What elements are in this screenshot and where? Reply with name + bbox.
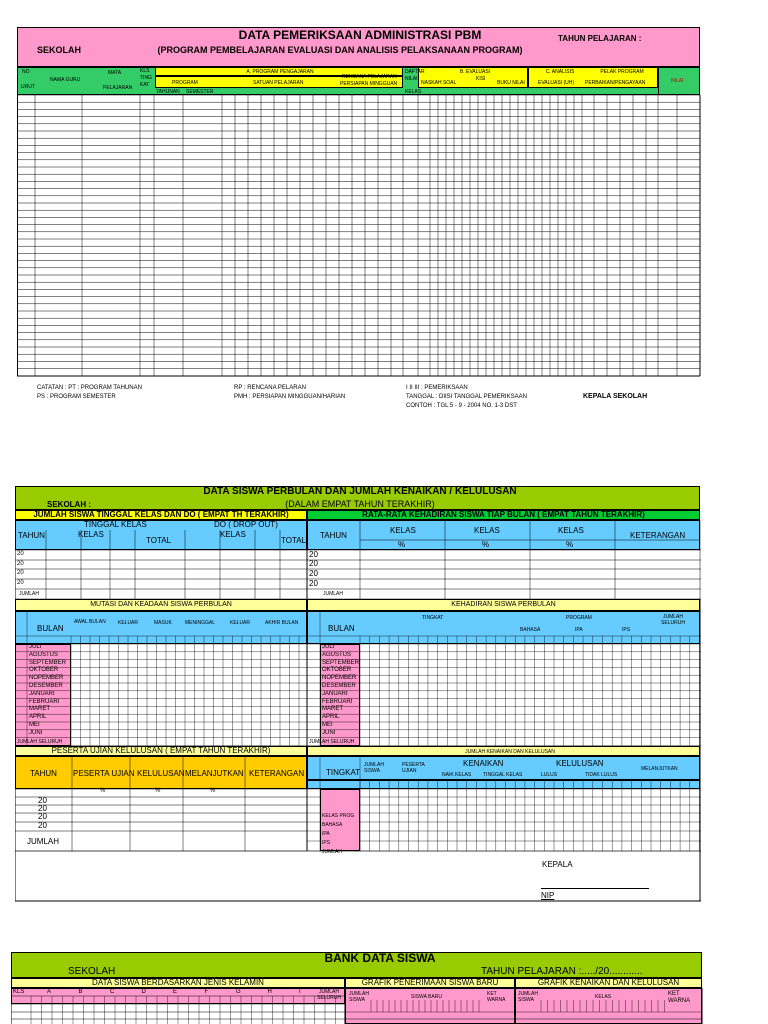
s2-bahasa: BAHASA — [520, 627, 541, 633]
class-letter: H — [267, 989, 272, 995]
s2-kelulusan: KELULUSAN — [137, 769, 185, 778]
month-label: FEBRUARI — [29, 698, 60, 705]
sheet3-tahun: TAHUN PELAJARAN :...../20............ — [481, 966, 643, 977]
s2-right-head-text: RATA-RATA KEHADIRAN SISWA TIAP BULAN ( EMPAT TAHUN TERAKHIR) — [362, 510, 645, 519]
s3-grid — [11, 988, 703, 1024]
h-naskah: NASKAH SOAL — [421, 80, 457, 86]
h-daftar: DAFTAR — [405, 69, 425, 75]
month-label: AGUSTUS — [322, 651, 352, 658]
note-tanggal: TANGGAL : DIISI TANGGAL PEMERIKSAAN — [406, 394, 527, 400]
kepala-sekolah: KEPALA SEKOLAH — [583, 393, 648, 400]
s2-do: DO ( DROP OUT) — [214, 520, 278, 529]
h-analisis: C. ANALISIS — [545, 69, 575, 75]
s2-pct-p1: % — [100, 788, 106, 794]
h-evaluasi: B. EVALUASI — [459, 69, 491, 75]
s2-naik-kelas: NAIK KELAS — [442, 772, 472, 778]
s2-jumlah-seluruh-r: JUMLAH SELURUH — [309, 739, 355, 745]
s2-kelas-r2: KELAS — [474, 526, 500, 535]
s2-jumlah-seluruh-l: JUMLAH SELURUH — [17, 739, 63, 745]
s2-mid-grid — [15, 599, 701, 749]
prog-row-label: KELAS PROG — [322, 813, 355, 819]
s2-peserta-ujian-r: PESERTA UJIAN — [402, 762, 425, 774]
s2-kelas-l2: KELAS — [220, 530, 246, 539]
s2-keterangan: KETERANGAN — [630, 531, 686, 540]
month-label: APRIL — [29, 714, 47, 721]
s2-year-r1: 20 — [309, 550, 318, 559]
s2-upper-grid — [15, 520, 701, 600]
s2-keterangan-p: KETERANGAN — [249, 769, 305, 778]
class-letter: E — [173, 989, 178, 995]
s2-pct-p3: % — [210, 788, 216, 794]
prog-row-label: JUMLAH — [322, 849, 343, 855]
month-label: JULI — [29, 644, 42, 650]
note-ps: PS : PROGRAM SEMESTER — [37, 394, 116, 400]
h-urut: URUT — [21, 84, 35, 90]
s2-year-1: 20 — [17, 551, 24, 557]
s2-nip: NIP — [541, 891, 555, 900]
h-program: PROGRAM — [172, 80, 198, 86]
h-nilai: NILAI — [405, 76, 418, 82]
s2-bulan-r: BULAN — [328, 624, 355, 633]
note-pt: CATATAN : PT : PROGRAM TAHUNAN — [37, 385, 142, 391]
s3-siswa-baru: SISWA BARU — [411, 994, 442, 1000]
s2-year-4: 20 — [17, 580, 24, 586]
h-persiapan: PERSIAPAN MINGGUAN — [340, 81, 398, 87]
h-satuan: SATUAN PELAJARAN — [253, 80, 304, 86]
s3-kelas: KELAS — [595, 994, 612, 1000]
s2-kepala: KEPALA — [542, 860, 573, 869]
s2-tingkat-j: TINGKAT — [326, 768, 361, 777]
s2-ipa: IPA — [575, 627, 583, 633]
s2-kelas-l1: KELAS — [78, 530, 104, 539]
s3-left-head-text: DATA SISWA BERDASARKAN JENIS KELAMIN — [92, 978, 264, 987]
s2-jumlah-r: JUMLAH — [323, 591, 344, 597]
s2-awal: AWAL BULAN — [74, 619, 106, 625]
month-label: JANUARI — [322, 690, 348, 697]
s2-melanjutkan: MELANJUTKAN — [185, 769, 244, 778]
month-label: MEI — [29, 722, 40, 728]
s2-program: PROGRAM — [566, 615, 592, 621]
class-letter: B — [78, 989, 83, 995]
sheet2-subtitle: (DALAM EMPAT TAHUN TERAKHIR) — [285, 499, 435, 509]
sheet2-sekolah: SEKOLAH : — [47, 500, 91, 509]
class-letter: I — [299, 989, 301, 995]
s2-tingkat: TINGKAT — [422, 615, 444, 621]
s2-akhir: AKHIR BULAN — [265, 620, 299, 626]
s2-jumlah-l: JUMLAH — [19, 591, 40, 597]
month-label: SEPTEMBER — [322, 659, 360, 666]
s2-total-l1: TOTAL — [146, 536, 172, 545]
s2-year-r3: 20 — [309, 569, 318, 578]
h-evaluasi-uh: EVALUASI (UH) — [538, 80, 575, 86]
s2-year-p1: 20 — [38, 796, 47, 805]
s2-tinggal: TINGGAL KELAS — [84, 520, 147, 529]
class-letter: C — [110, 989, 115, 995]
s2-tahun: TAHUN — [18, 531, 45, 540]
class-letter: A — [47, 989, 52, 995]
h-mata: MATA — [108, 70, 122, 76]
s2-lulus: LULUS — [541, 772, 558, 778]
s2-pct-r3: % — [566, 540, 574, 549]
month-label: MEI — [322, 722, 333, 728]
note-rp: RP : RENCANA PELARAN — [234, 385, 306, 391]
month-label: AGUSTUS — [29, 651, 59, 658]
s2-year-r4: 20 — [309, 579, 318, 588]
h-kls: KLS — [140, 68, 150, 74]
sheet1-grid — [17, 95, 701, 377]
s2-year-p4: 20 — [38, 821, 47, 830]
s2-year-p2: 20 — [38, 804, 47, 813]
month-label: JUNI — [29, 729, 43, 736]
s2-year-2: 20 — [17, 561, 24, 567]
s2-total-l2: TOTAL — [281, 536, 307, 545]
s2-pct-p2: % — [155, 788, 161, 794]
h-no: NO — [22, 69, 30, 75]
s3-jumlah-siswa-r: JUMLAH SISWA — [518, 991, 539, 1003]
s2-kelas-r1: KELAS — [390, 526, 416, 535]
month-label: APRIL — [322, 714, 340, 721]
sheet1-subtitle: (PROGRAM PEMBELAJARAN EVALUASI DAN ANALISIS PELAKSANAAN PROGRAM) — [157, 45, 523, 55]
s2-keluar2: KELUAR — [230, 620, 251, 626]
sheet3-title: BANK DATA SISWA — [324, 951, 436, 965]
s2-melanjutkan-r: MELANJUTKAN — [641, 766, 678, 772]
month-label: MARET — [29, 706, 50, 713]
s2-bulan-l: BULAN — [37, 624, 64, 633]
h-kat: KAT — [140, 82, 150, 88]
s3-ket-warna-r: KET WARNA — [668, 991, 691, 1004]
s2-left-head-text: JUMLAH SISWA TINGGAL KELAS DAN DO ( EMPAT TH TERAKHIR) — [33, 510, 289, 519]
s3-right-head-text: GRAFIK KENAIKAN DAN KELULUSAN — [537, 978, 680, 987]
s2-peserta-ujian: PESERTA UJIAN — [73, 769, 135, 778]
s3-kls: KLS — [13, 989, 25, 995]
month-label: DESEMBER — [29, 683, 63, 689]
s2-year-3: 20 — [17, 570, 24, 576]
month-label: NOPEMBER — [322, 675, 357, 682]
month-label: OKTOBER — [322, 667, 352, 674]
h-pelak: PELAK PROGRAM — [600, 69, 644, 75]
sheet1-tahun: TAHUN PELAJARAN : — [558, 34, 642, 43]
class-letter: D — [141, 989, 146, 995]
s2-year-r2: 20 — [309, 559, 318, 568]
h-semester: SEMESTER — [186, 89, 214, 95]
s2-tidak-lulus: TIDAK LULUS — [585, 772, 618, 778]
month-label: JUNI — [322, 729, 336, 736]
month-label: OKTOBER — [29, 667, 59, 674]
month-label: NOPEMBER — [29, 675, 64, 682]
sheet1-sekolah: SEKOLAH — [37, 45, 82, 55]
s2-tahun-r: TAHUN — [320, 531, 347, 540]
s2-tahun-p: TAHUN — [30, 769, 57, 778]
s2-pct-r1: % — [398, 540, 406, 549]
s2-kenaikan: KENAIKAN — [463, 759, 504, 768]
note-contoh: CONTOH : TGL 5 - 9 - 2004 NO. 1-3 DST — [406, 403, 517, 409]
h-buku-nilai: BUKU NILAI — [497, 80, 525, 86]
s2-year-p3: 20 — [38, 812, 47, 821]
h-perbaikan: PERBAIKAN/PENGAYAAN — [585, 80, 646, 86]
sheet1-title: DATA PEMERIKSAAN ADMINISTRASI PBM — [238, 28, 482, 42]
h-kelas: KELAS — [405, 89, 422, 95]
h-pelajaran: PELAJARAN — [103, 85, 133, 91]
month-label: DESEMBER — [322, 683, 356, 689]
month-label: MARET — [322, 706, 343, 713]
s2-pct-r2: % — [482, 540, 490, 549]
h-ting: TING — [140, 75, 152, 81]
prog-row-label: IPA — [322, 831, 330, 837]
s2-mutasi: MUTASI DAN KEADAAN SISWA PERBULAN — [90, 601, 232, 608]
s2-kelas-r3: KELAS — [558, 526, 584, 535]
s2-keluar: KELUAR — [118, 620, 139, 626]
s3-jumlah-siswa-m: JUMLAH SISWA — [349, 991, 370, 1003]
s2-peserta: PESERTA UJIAN KELULUSAN ( EMPAT TAHUN TERAKHIR) — [51, 746, 271, 755]
month-label: SEPTEMBER — [29, 659, 67, 666]
h-rencana: RENCANA PELAJARAN — [342, 74, 397, 80]
s2-meninggal: MENINGGAL — [185, 620, 216, 626]
s3-jumlah-seluruh: JUMLAH SELURUH — [317, 989, 341, 1001]
prog-row-label: BAHASA — [322, 822, 343, 828]
h-kisi: KISI — [476, 76, 486, 82]
month-label: JANUARI — [29, 690, 55, 697]
s3-mid-head-text: GRAFIK PENERIMAAN SISWA BARU — [361, 978, 499, 987]
s2-jkk: JUMLAH KENAIKAN DAN KELULUSAN — [465, 749, 555, 755]
prog-row-label: IPS — [322, 840, 331, 846]
s2-kehadiran: KEHADIRAN SISWA PERBULAN — [451, 601, 556, 608]
month-label: FEBRUARI — [322, 698, 353, 705]
h-prog-pengajaran: A. PROGRAM PENGAJARAN — [246, 69, 314, 75]
s2-jumlah-p: JUMLAH — [27, 837, 60, 846]
sheet3-sekolah: SEKOLAH — [68, 966, 116, 977]
s2-sign-line — [541, 888, 649, 889]
s3-ket-warna-m: KET WARNA — [487, 991, 506, 1003]
h-tahunan: TAHUNAN — [156, 89, 180, 95]
h-nilai-r: NILAI — [671, 78, 684, 84]
note-pmh: PMH : PERSIAPAN MINGGUAN/HARIAN — [234, 394, 346, 400]
s2-ips: IPS — [622, 627, 631, 633]
s2-jumlah-seluruh: JUMLAH SELURUH — [661, 614, 685, 626]
class-letter: F — [204, 989, 209, 995]
s2-tinggal-r: TINGGAL KELAS — [483, 772, 523, 778]
s2-jumlah-siswa: JUMLAH SISWA — [364, 762, 385, 774]
note-pemeriksaan: I II III : PEMERIKSAAN — [406, 385, 468, 391]
s2-kelulusan-r: KELULUSAN — [556, 759, 604, 768]
class-letter: G — [236, 989, 241, 995]
h-nama-guru: NAMA GURU — [50, 77, 81, 83]
s2-masuk: MASUK — [154, 620, 172, 626]
sheet2-title: DATA SISWA PERBULAN DAN JUMLAH KENAIKAN / KELULUSAN — [203, 486, 517, 497]
month-label: JULI — [322, 644, 335, 650]
